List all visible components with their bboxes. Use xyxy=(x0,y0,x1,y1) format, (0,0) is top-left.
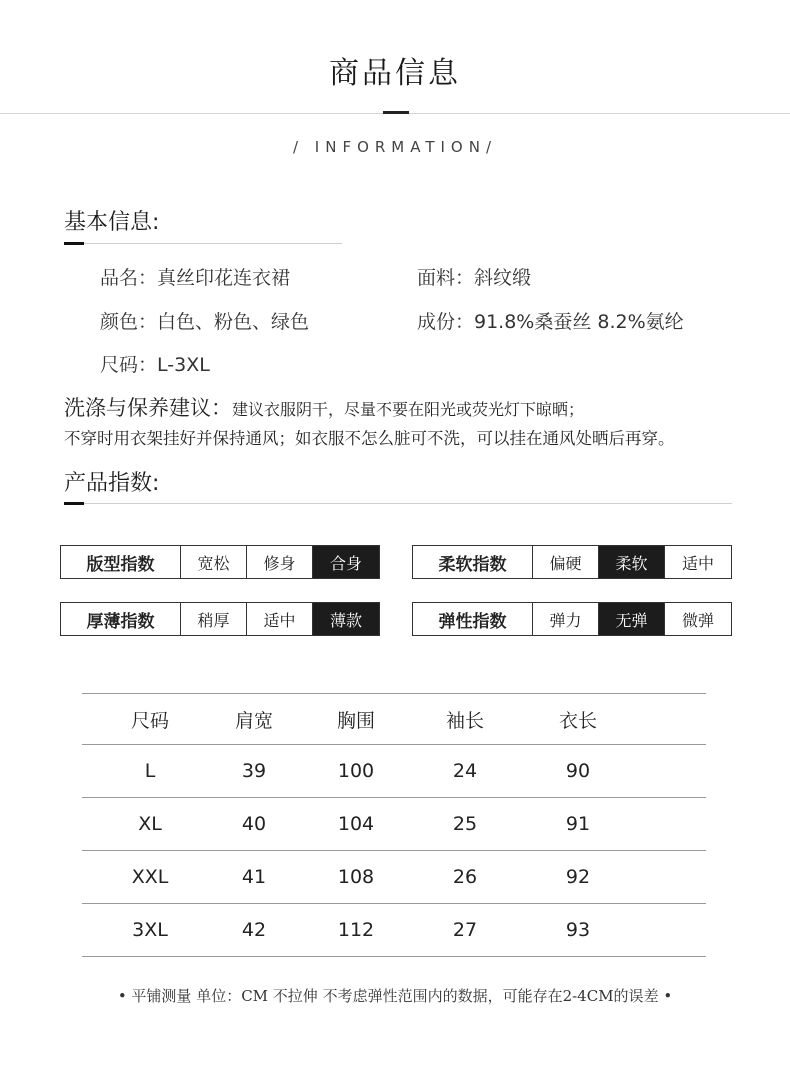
softness-option-soft: 柔软 xyxy=(599,546,665,578)
elasticity-index xyxy=(412,602,732,636)
fit-option-slim: 修身 xyxy=(247,546,313,578)
title-accent-bar xyxy=(383,111,409,114)
basic-info-accent xyxy=(64,242,84,245)
product-name: 品名：真丝印花连衣裙 xyxy=(100,267,291,289)
care-text: 建议衣服阴干，尽量不要在阳光或荧光灯下晾晒； xyxy=(232,400,585,419)
softness-option-stiff: 偏硬 xyxy=(533,546,599,578)
thickness-index-label: 厚薄指数 xyxy=(61,603,181,635)
basic-info-rule xyxy=(64,243,342,244)
care-advice-line2: 不穿时用衣架挂好并保持通风；如衣服不怎么脏可不洗，可以挂在通风处晒后再穿。 xyxy=(64,429,675,448)
indices-accent xyxy=(64,502,84,505)
elasticity-option-none: 无弹 xyxy=(599,603,665,635)
cell-sleeve: 24 xyxy=(452,760,478,782)
cell-shoulder: 42 xyxy=(241,919,267,941)
cell-sleeve: 25 xyxy=(452,813,478,835)
header-length: 衣长 xyxy=(558,709,597,732)
thickness-option-medium: 适中 xyxy=(247,603,313,635)
cell-size: XL xyxy=(138,813,162,835)
size-table-header xyxy=(82,693,706,745)
sizes: 尺码：L-3XL xyxy=(100,354,210,376)
table-row xyxy=(82,904,706,957)
table-row xyxy=(82,745,706,798)
header-size: 尺码 xyxy=(130,709,169,732)
cell-size: L xyxy=(144,760,156,782)
fit-option-loose: 宽松 xyxy=(181,546,247,578)
elasticity-index-label: 弹性指数 xyxy=(413,603,533,635)
softness-index-label: 柔软指数 xyxy=(413,546,533,578)
indices-rule xyxy=(64,503,732,504)
table-row xyxy=(82,851,706,904)
cell-size: 3XL xyxy=(132,919,168,941)
cell-shoulder: 39 xyxy=(241,760,267,782)
cell-sleeve: 27 xyxy=(452,919,478,941)
basic-info-heading: 基本信息: xyxy=(64,210,160,235)
thickness-option-thin: 薄款 xyxy=(313,603,379,635)
cell-bust: 100 xyxy=(337,760,375,782)
elasticity-option-slight: 微弹 xyxy=(681,610,714,630)
elasticity-option-stretch: 弹力 xyxy=(533,603,599,635)
colors: 颜色：白色、粉色、绿色 xyxy=(100,311,310,333)
thickness-index xyxy=(60,602,380,636)
header-bust: 胸围 xyxy=(336,709,375,732)
cell-sleeve: 26 xyxy=(452,866,478,888)
fit-index-label: 版型指数 xyxy=(61,546,181,578)
table-row xyxy=(82,798,706,851)
cell-size: XXL xyxy=(131,866,169,888)
header-shoulder: 肩宽 xyxy=(234,709,273,732)
softness-option-medium: 适中 xyxy=(681,553,714,573)
composition: 成份：91.8%桑蚕丝 8.2%氨纶 xyxy=(417,311,684,333)
cell-shoulder: 40 xyxy=(241,813,267,835)
size-table xyxy=(82,693,706,957)
cell-shoulder: 41 xyxy=(241,866,267,888)
cell-bust: 108 xyxy=(337,866,375,888)
page-title: 商品信息 xyxy=(329,56,461,91)
measurement-note: • 平铺测量 单位：CM 不拉伸 不考虑弹性范围内的数据，可能存在2-4CM的误差 • xyxy=(117,987,673,1005)
cell-length: 93 xyxy=(565,919,591,941)
cell-bust: 112 xyxy=(337,919,375,941)
fabric: 面料：斜纹缎 xyxy=(417,267,532,289)
thickness-option-thick: 稍厚 xyxy=(181,603,247,635)
cell-length: 92 xyxy=(565,866,591,888)
page-subtitle: / INFORMATION/ xyxy=(292,138,498,156)
cell-length: 90 xyxy=(565,760,591,782)
header-sleeve: 袖长 xyxy=(445,709,484,732)
fit-index xyxy=(60,545,380,579)
care-advice-line1 xyxy=(64,392,584,422)
softness-index xyxy=(412,545,732,579)
care-title: 洗涤与保养建议： xyxy=(64,396,232,420)
cell-bust: 104 xyxy=(337,813,375,835)
fit-option-regular: 合身 xyxy=(313,546,379,578)
cell-length: 91 xyxy=(565,813,591,835)
indices-heading: 产品指数: xyxy=(64,471,160,496)
